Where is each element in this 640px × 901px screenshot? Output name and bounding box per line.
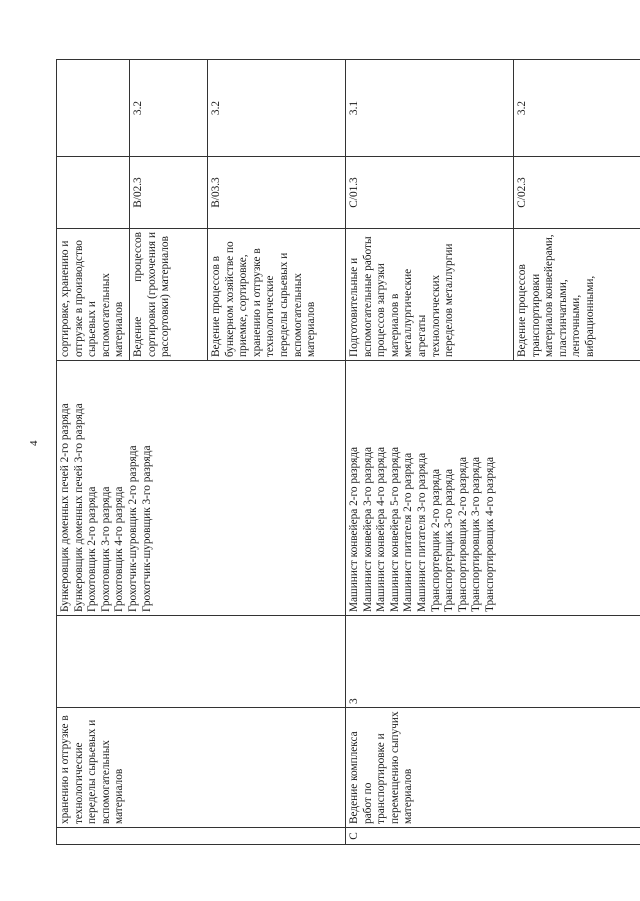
profession-item: Транспортерщик 2-го разряда	[429, 468, 442, 612]
profession-item: Бункеровщик доменных печей 2-го разряда	[59, 403, 71, 612]
row2-name: Ведение комплекса работ по транспортировке и перемещению сыпучих материалов	[345, 708, 640, 828]
qualification-table	[56, 59, 640, 845]
function-name: Подготовительные и вспомогательные работы процессов загрузки материалов в металлургические агрегаты технологических переделов металлургии	[345, 229, 513, 361]
profession-item: Грохотовщик 3-го разряда	[99, 486, 112, 612]
row1-professions	[57, 361, 346, 616]
profession-item: Грохотчик-шуровщик 2-го разряда	[126, 445, 139, 612]
profession-item: Машинист питателя 2-го разряда	[402, 452, 415, 612]
row1-name: хранению и отгрузке в технологические переделы сырьевых и вспомогательных материалов	[57, 708, 346, 828]
function-level	[57, 60, 130, 157]
function-code: C/02.3	[513, 157, 640, 229]
function-name: Ведение процессов транспортировки материалов конвейерами, пластинчатыми, ленточными, вибрационными,	[513, 229, 640, 361]
row2-professions	[345, 361, 640, 616]
profession-item: Машинист конвейера 4-го разряда	[375, 446, 388, 612]
table-sheet	[56, 60, 601, 845]
function-level: 3.1	[345, 60, 513, 157]
function-level: 3.2	[129, 60, 207, 157]
row2-level: 3	[345, 616, 640, 708]
profession-item: Машинист конвейера 5-го разряда	[388, 446, 401, 612]
function-code: B/02.3	[129, 157, 207, 229]
profession-item: Транспортировщик 3-го разряда	[470, 456, 483, 612]
function-code	[57, 157, 130, 229]
profession-item: Грохотовщик 2-го разряда	[86, 486, 99, 612]
table-row	[345, 60, 513, 845]
page-number: 4	[28, 440, 40, 446]
function-name: Ведение процессов сортировки (грохочения и рассортовки) материалов	[129, 229, 207, 361]
function-code: B/03.3	[207, 157, 345, 229]
function-level: 3.2	[513, 60, 640, 157]
profession-item: Машинист конвейера 3-го разряда	[361, 446, 374, 612]
profession-item: Транспортировщик 2-го разряда	[456, 456, 469, 612]
profession-item: Бункеровщик доменных печей 3-го разряда	[72, 403, 85, 612]
function-name: Ведение процессов в бункерном хозяйстве по приемке, сортировке, хранению и отгрузке в технологические переделы сырьевых и вспомогательных материалов	[207, 229, 345, 361]
row1-level	[57, 616, 346, 708]
profession-item: Транспортировщик 4-го разряда	[483, 456, 496, 612]
function-code: C/01.3	[345, 157, 513, 229]
row2-code: C	[345, 828, 640, 845]
row1-code	[57, 828, 346, 845]
profession-item: Грохотовщик 4-го разряда	[113, 486, 126, 612]
profession-item: Машинист питателя 3-го разряда	[415, 452, 428, 612]
table-row	[57, 60, 130, 845]
profession-item: Машинист конвейера 2-го разряда	[347, 446, 360, 612]
profession-item: Грохотчик-шуровщик 3-го разряда	[140, 445, 153, 612]
profession-item: Транспортерщик 3-го разряда	[443, 468, 456, 612]
function-name: сортировке, хранению и отгрузке в производство сырьевых и вспомогательных материалов	[57, 229, 130, 361]
function-level: 3.2	[207, 60, 345, 157]
